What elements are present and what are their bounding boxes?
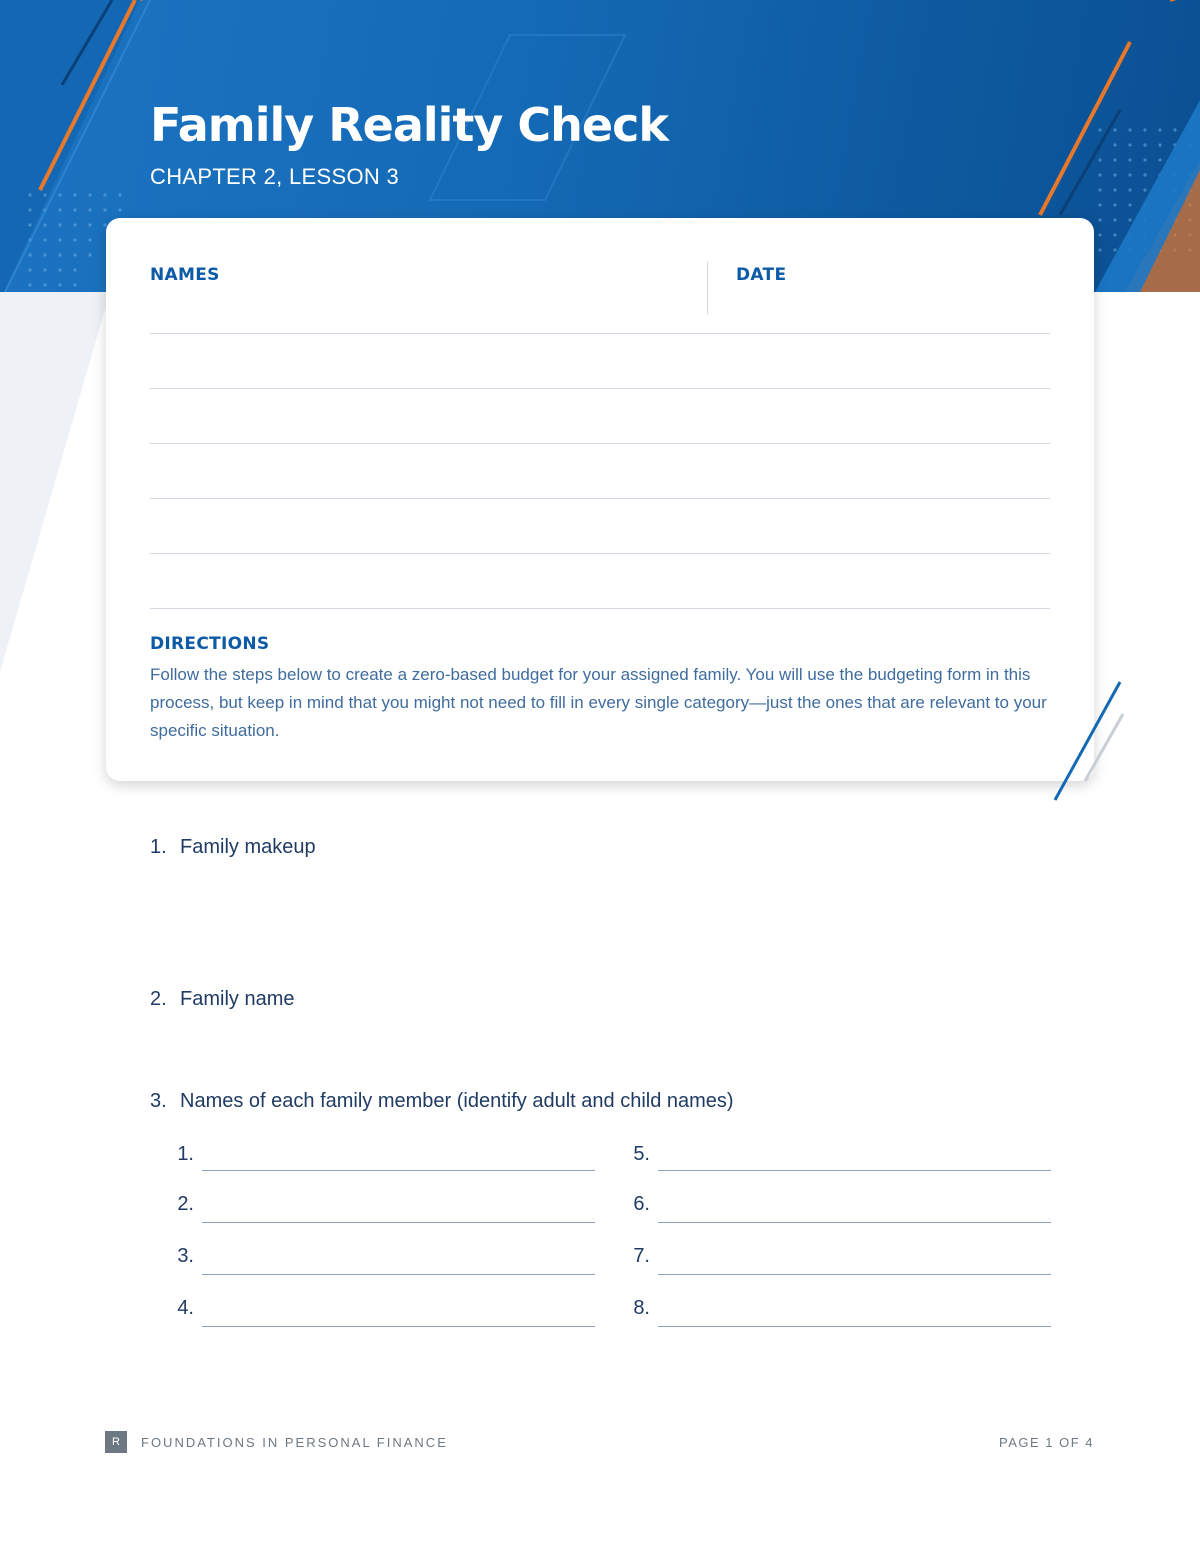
name-line-2[interactable] [150, 388, 1050, 389]
question-text: Names of each family member (identify adult and child names) [180, 1090, 734, 1112]
member-blank-3[interactable] [202, 1274, 595, 1275]
name-line-6[interactable] [150, 608, 1050, 609]
lesson-subtitle: CHAPTER 2, LESSON 3 [150, 164, 399, 189]
member-number: 4. [177, 1297, 194, 1319]
question-text: Family name [180, 988, 295, 1010]
question-text: Family makeup [180, 836, 316, 858]
member-number: 8. [633, 1297, 650, 1319]
member-number: 3. [177, 1245, 194, 1267]
member-number: 6. [633, 1193, 650, 1215]
question-family-members [150, 1090, 734, 1113]
question-family-name [150, 988, 294, 1011]
brand-logo-icon: R [105, 1431, 127, 1453]
directions-text: Follow the steps below to create a zero-based budget for your assigned family. You will use the budgeting form in this process, but keep in mind that you might not need to fill in every single category—just the ones that are relevant to your specific situation. [150, 665, 1047, 740]
name-line-4[interactable] [150, 498, 1050, 499]
date-label: DATE [736, 265, 787, 285]
member-blank-7[interactable] [658, 1274, 1051, 1275]
member-number: 2. [177, 1193, 194, 1215]
question-number: 2. [150, 988, 167, 1010]
member-number: 7. [633, 1245, 650, 1267]
member-number: 1. [177, 1143, 194, 1165]
member-blank-2[interactable] [202, 1222, 595, 1223]
member-number: 5. [633, 1143, 650, 1165]
directions-label: DIRECTIONS [150, 634, 270, 654]
member-blank-8[interactable] [658, 1326, 1051, 1327]
question-number: 3. [150, 1090, 167, 1112]
name-line-5[interactable] [150, 553, 1050, 554]
member-blank-4[interactable] [202, 1326, 595, 1327]
footer-program-name: FOUNDATIONS IN PERSONAL FINANCE [141, 1435, 448, 1450]
member-blank-1[interactable] [202, 1170, 595, 1171]
member-blank-6[interactable] [658, 1222, 1051, 1223]
page-title: Family Reality Check [150, 98, 668, 152]
question-number: 1. [150, 836, 167, 858]
name-line-3[interactable] [150, 443, 1050, 444]
footer-page-number: PAGE 1 OF 4 [998, 1435, 1094, 1450]
names-label: NAMES [150, 265, 220, 285]
name-line-1[interactable] [150, 333, 1050, 334]
left-wedge-decoration [0, 292, 120, 692]
question-family-makeup [150, 836, 316, 859]
card-corner-decoration [1050, 676, 1130, 806]
names-date-divider [707, 262, 708, 314]
member-blank-5[interactable] [658, 1170, 1051, 1171]
info-card [106, 218, 1094, 781]
